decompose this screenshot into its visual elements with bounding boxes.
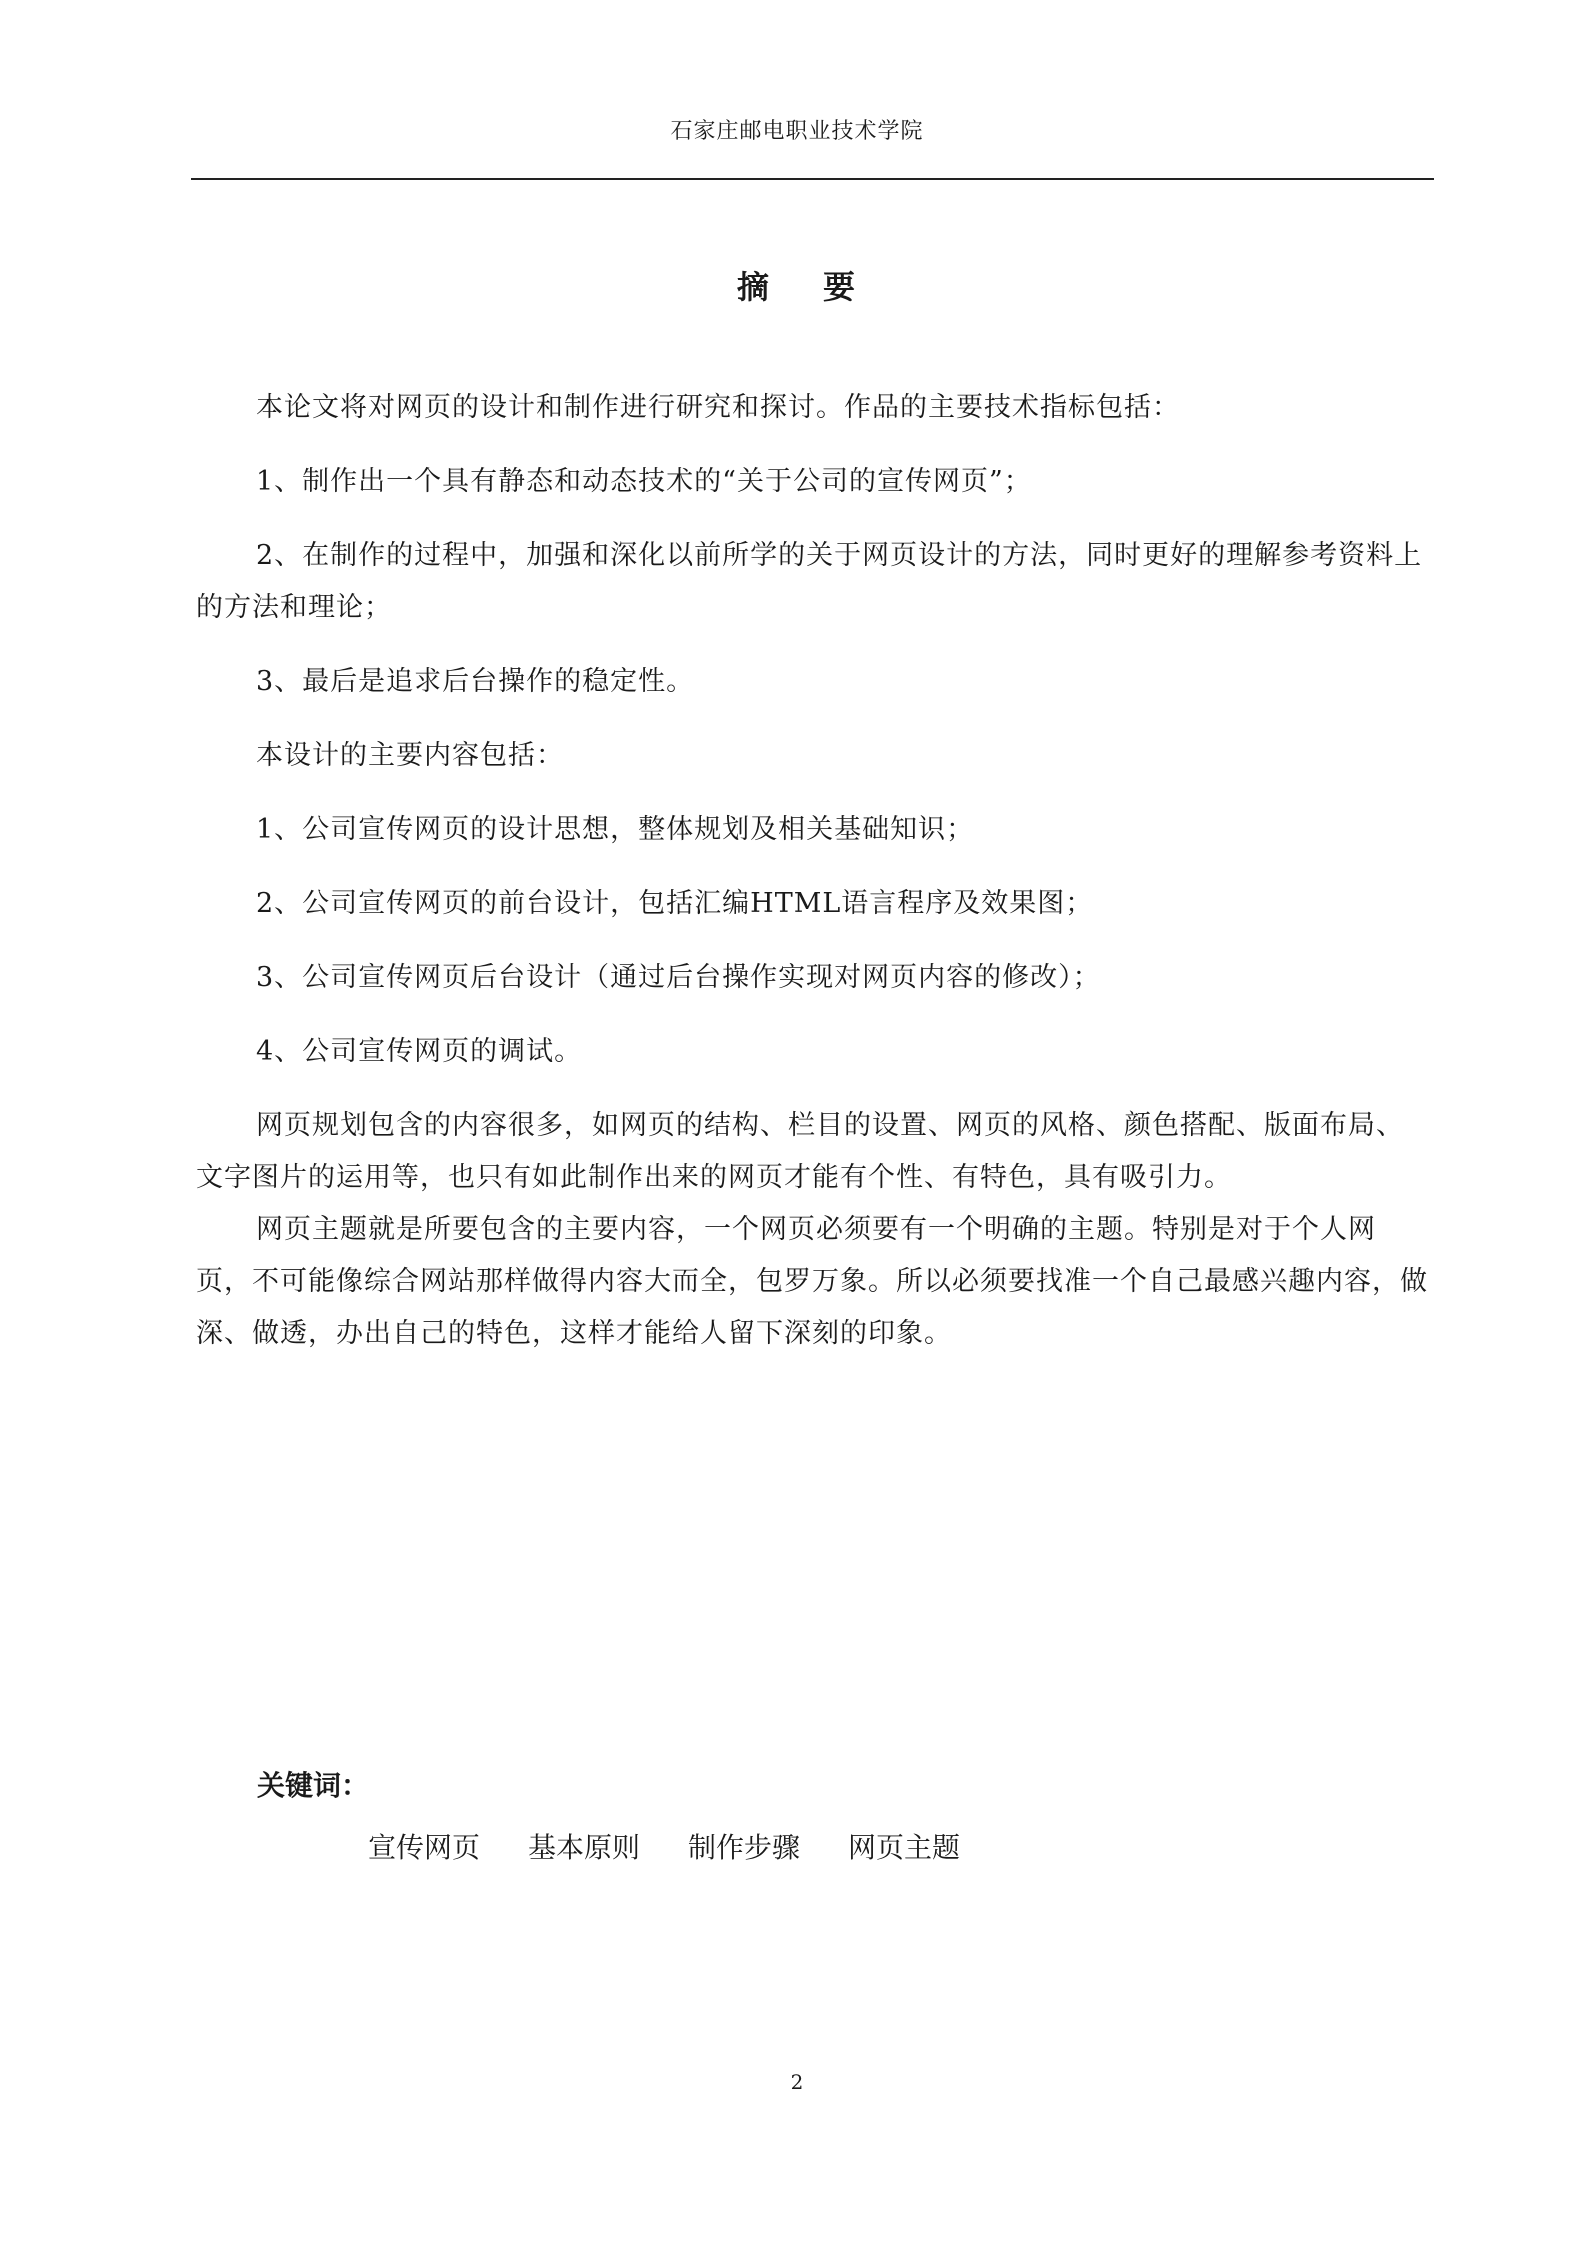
header-institution: 石家庄邮电职业技术学院 — [670, 119, 924, 144]
abstract-title-char-1: 摘 — [736, 268, 771, 306]
keyword-item: 网页主题 — [848, 1831, 961, 1864]
abstract-body — [196, 382, 1430, 1360]
keyword-item: 制作步骤 — [688, 1831, 801, 1864]
keywords-list — [368, 1826, 960, 1866]
keyword-item: 基本原则 — [528, 1831, 641, 1864]
abstract-title — [0, 262, 1594, 308]
paragraph-content-3: 3、公司宣传网页后台设计（通过后台操作实现对网页内容的修改）； — [256, 962, 1101, 993]
page-number: 2 — [790, 2070, 804, 2094]
header-divider — [191, 178, 1434, 180]
keywords-label: 关键词： — [257, 1769, 370, 1802]
paragraph-content-intro: 本设计的主要内容包括： — [256, 740, 564, 771]
paragraph-goal-1: 1、制作出一个具有静态和动态技术的“关于公司的宣传网页”； — [256, 466, 1032, 497]
paragraph-goal-2: 2、在制作的过程中，加强和深化以前所学的关于网页设计的方法，同时更好的理解参考资料上的方法和理论； — [196, 540, 1423, 623]
paragraph-content-1: 1、公司宣传网页的设计思想，整体规划及相关基础知识； — [256, 814, 975, 845]
paragraph-intro: 本论文将对网页的设计和制作进行研究和探讨。作品的主要技术指标包括： — [256, 392, 1180, 423]
paragraph-goal-3: 3、最后是追求后台操作的稳定性。 — [256, 666, 695, 697]
paragraph-content-4: 4、公司宣传网页的调试。 — [256, 1036, 583, 1067]
paragraph-content-2: 2、公司宣传网页的前台设计，包括汇编HTML语言程序及效果图； — [256, 888, 1094, 919]
paragraph-theme: 网页主题就是所要包含的主要内容，一个网页必须要有一个明确的主题。特别是对于个人网页，不可能像综合网站那样做得内容大而全，包罗万象。所以必须要找准一个自己最感兴趣内容，做深、做透，办出自己的特色，这样才能给人留下深刻的印象。 — [196, 1214, 1428, 1349]
abstract-title-char-2: 要 — [823, 268, 858, 306]
paragraph-planning: 网页规划包含的内容很多，如网页的结构、栏目的设置、网页的风格、颜色搭配、版面布局、文字图片的运用等，也只有如此制作出来的网页才能有个性、有特色，具有吸引力。 — [196, 1110, 1404, 1193]
keyword-item: 宣传网页 — [368, 1831, 481, 1864]
